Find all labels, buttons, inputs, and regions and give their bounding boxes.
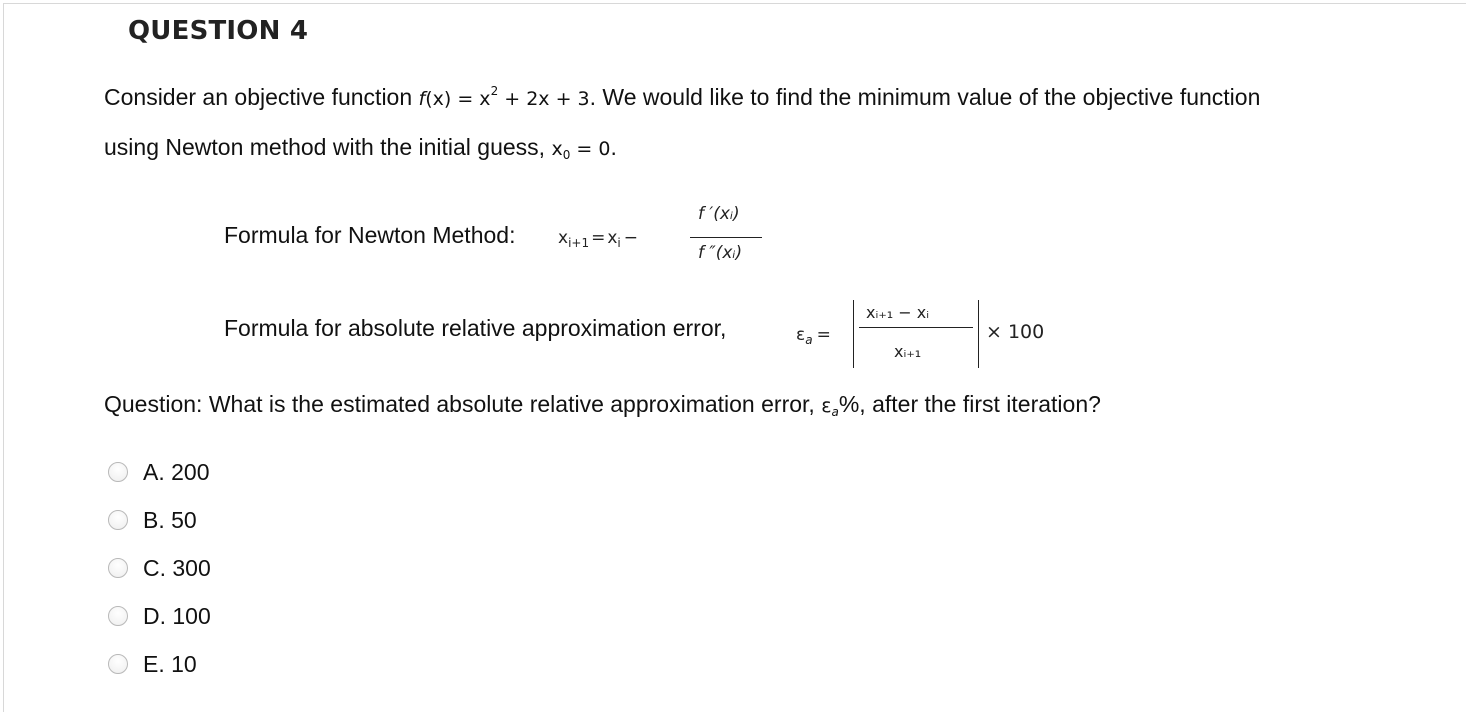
option-c-label[interactable]: C. 300 bbox=[143, 554, 211, 581]
epsilon-a-symbol: $\varepsilon_a$ = bbox=[796, 325, 831, 347]
question-initial-guess-line: using Newton method with the initial guess, $x_0 = 0$. bbox=[104, 134, 617, 162]
epsilon-a-percent: $\varepsilon_a$ bbox=[821, 395, 839, 419]
option-e[interactable] bbox=[108, 640, 211, 688]
option-a[interactable] bbox=[108, 448, 211, 496]
answer-options bbox=[108, 448, 211, 688]
initial-guess: $x_0 = 0$ bbox=[551, 138, 611, 162]
option-b-label[interactable]: B. 50 bbox=[143, 506, 197, 533]
question-heading: QUESTION 4 bbox=[128, 16, 309, 46]
newton-formula-lhs: $x_{i+1} = x_i$ − bbox=[558, 228, 638, 250]
error-formula-label: Formula for absolute relative approximation error, bbox=[224, 315, 727, 341]
intro-text: Consider an objective function bbox=[104, 84, 419, 110]
error-fraction-bar bbox=[859, 327, 973, 328]
option-e-radio[interactable] bbox=[108, 654, 128, 674]
times-hundred: × 100 bbox=[986, 321, 1045, 343]
error-denominator: xᵢ₊₁ bbox=[894, 342, 922, 361]
option-b-radio[interactable] bbox=[108, 510, 128, 530]
abs-bar-left bbox=[853, 300, 854, 368]
option-a-label[interactable]: A. 200 bbox=[143, 458, 210, 485]
abs-bar-right bbox=[978, 300, 979, 368]
newton-formula-label: Formula for Newton Method: bbox=[224, 222, 516, 248]
newton-denominator: f ″(xᵢ) bbox=[698, 243, 743, 263]
option-c-radio[interactable] bbox=[108, 558, 128, 578]
question-intro-line bbox=[104, 84, 1260, 111]
intro-continuation: . We would like to find the minimum value of the objective function bbox=[589, 84, 1261, 110]
option-e-label[interactable]: E. 10 bbox=[143, 650, 197, 677]
newton-fraction-bar bbox=[690, 237, 762, 238]
objective-function: $f(x) = x^2 + 2x + 3$ bbox=[418, 84, 590, 110]
newton-numerator: f ′(xᵢ) bbox=[698, 204, 740, 224]
option-d[interactable] bbox=[108, 592, 211, 640]
option-a-radio[interactable] bbox=[108, 462, 128, 482]
error-numerator: xᵢ₊₁ − xᵢ bbox=[866, 303, 930, 322]
option-b[interactable] bbox=[108, 496, 211, 544]
option-d-radio[interactable] bbox=[108, 606, 128, 626]
question-prompt: Question: What is the estimated absolute relative approximation error, $\varepsilon_a\%$, after the first iteration? bbox=[104, 391, 1101, 419]
option-d-label[interactable]: D. 100 bbox=[143, 602, 211, 629]
option-c[interactable] bbox=[108, 544, 211, 592]
